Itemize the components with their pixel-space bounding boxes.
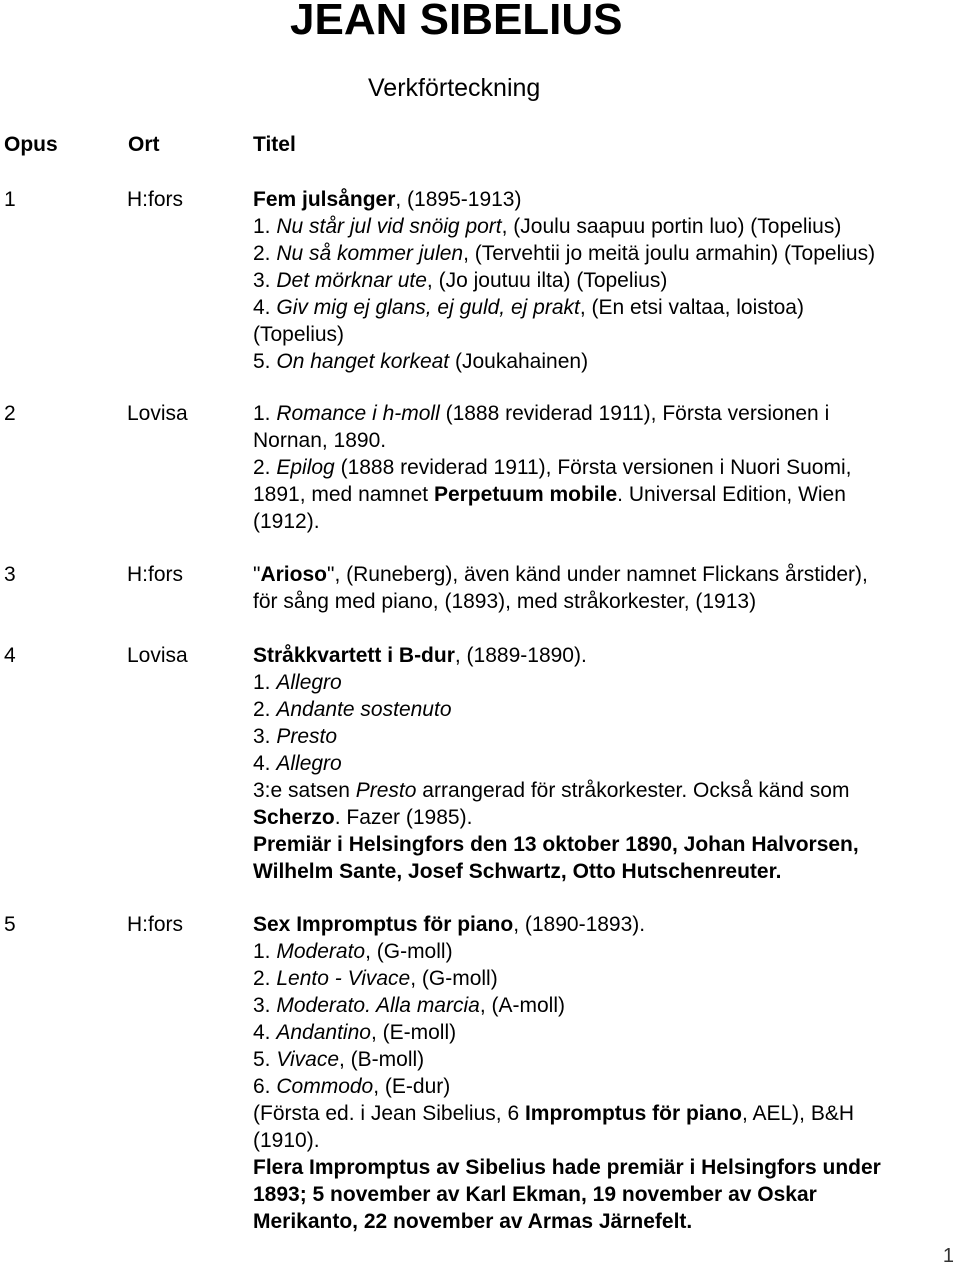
text-segment: (Joukahainen) [449,350,589,373]
italic-title: Romance i h-moll [276,402,440,425]
bold-text: Premiär i Helsingfors den 13 oktober 1890, Johan Halvorsen, [253,833,859,856]
work-description [253,186,953,375]
italic-title: Commodo [276,1075,374,1098]
text-segment: 2. [253,698,277,721]
column-header-ort: Ort [128,133,160,156]
text-segment: , (E-dur) [373,1075,451,1098]
text-segment: (1910). [253,1129,320,1152]
text-segment: , (E-moll) [370,1021,457,1044]
text-segment: 3. [253,994,277,1017]
description-line [253,294,953,321]
opus-number: 1 [4,188,16,211]
description-line [253,400,953,427]
text-segment: , (G-moll) [410,967,498,990]
bold-text: Fem julsånger [253,188,396,211]
description-line [253,696,953,723]
description-line [253,481,953,508]
description-line [253,804,953,831]
text-segment: 2. [253,967,277,990]
text-segment: 1. [253,215,277,238]
description-line [253,508,953,535]
bold-text: Stråkkvartett i B-dur [253,644,455,667]
text-segment: (1888 reviderad 1911), Första versionen i Nuori Suomi, [334,456,852,479]
italic-title: Allegro [276,752,342,775]
description-line [253,588,953,615]
italic-title: Det mörknar ute [276,269,427,292]
description-line [253,321,953,348]
description-line [253,858,953,885]
text-segment: 3. [253,269,277,292]
description-line [253,1154,953,1181]
description-line [253,348,953,375]
text-segment: , (1895-1913) [395,188,522,211]
bold-text: Merikanto, 22 november av Armas Järnefelt. [253,1210,693,1233]
text-segment: . Fazer (1985). [334,806,473,829]
text-segment: , (Tervehtii jo meitä joulu armahin) (Topelius) [463,242,876,265]
italic-title: Vivace [276,1048,340,1071]
italic-title: Moderato [276,940,366,963]
text-segment: 2. [253,456,277,479]
bold-text: Scherzo [253,806,335,829]
bold-text: Arioso [260,563,327,586]
description-line [253,561,953,588]
italic-title: Andantino [276,1021,371,1044]
text-segment: (1912). [253,510,320,533]
work-description [253,642,953,885]
text-segment: , (Joulu saapuu portin luo) (Topelius) [501,215,842,238]
description-line [253,642,953,669]
bold-text: 1893; 5 november av Karl Ekman, 19 november av Oskar [253,1183,817,1206]
text-segment: ", (Runeberg), även känd under namnet Flickans årstider), [326,563,868,586]
italic-title: Nu så kommer julen [276,242,464,265]
text-segment: " [253,563,261,586]
text-segment: (Första ed. i Jean Sibelius, 6 [253,1102,525,1125]
description-line [253,750,953,777]
text-segment: , (B-moll) [339,1048,425,1071]
text-segment: , (En etsi valtaa, loistoa) [579,296,804,319]
description-line [253,723,953,750]
text-segment: 1. [253,940,277,963]
italic-title: Lento - Vivace [276,967,411,990]
description-line [253,938,953,965]
bold-text: Wilhelm Sante, Josef Schwartz, Otto Hutschenreuter. [253,860,782,883]
description-line [253,427,953,454]
opus-number: 2 [4,402,16,425]
description-line [253,1208,953,1235]
opus-number: 4 [4,644,16,667]
bold-text: Sex Impromptus för piano [253,913,514,936]
document-subtitle: Verkförteckning [368,74,541,102]
bold-text: Impromptus för piano [524,1102,742,1125]
text-segment: 1891, med namnet [253,483,434,506]
text-segment: , (Jo joutuu ilta) (Topelius) [426,269,668,292]
text-segment: Nornan, 1890. [253,429,387,452]
place-name: H:fors [127,188,184,211]
description-line [253,454,953,481]
text-segment: 4. [253,296,277,319]
description-line [253,240,953,267]
italic-title: Epilog [276,456,335,479]
bold-text: Flera Impromptus av Sibelius hade premiär i Helsingfors under [253,1156,881,1179]
bold-text: Perpetuum mobile [433,483,618,506]
italic-title: On hanget korkeat [276,350,450,373]
text-segment: 5. [253,1048,277,1071]
text-segment: 4. [253,1021,277,1044]
text-segment: . Universal Edition, Wien [617,483,846,506]
work-description [253,911,953,1235]
document-title: JEAN SIBELIUS [290,0,623,44]
text-segment: , (1890-1893). [513,913,646,936]
description-line [253,831,953,858]
text-segment: (Topelius) [253,323,345,346]
text-segment: för sång med piano, (1893), med stråkorkester, (1913) [253,590,757,613]
column-header-titel: Titel [253,133,296,156]
italic-title: Presto [355,779,417,802]
place-name: Lovisa [127,644,188,667]
description-line [253,1181,953,1208]
opus-number: 5 [4,913,16,936]
description-line [253,992,953,1019]
place-name: Lovisa [127,402,188,425]
description-line [253,1100,953,1127]
text-segment: 5. [253,350,277,373]
description-line [253,1019,953,1046]
place-name: H:fors [127,563,184,586]
description-line [253,213,953,240]
column-header-opus: Opus [4,133,58,156]
text-segment: , (A-moll) [479,994,565,1017]
italic-title: Presto [276,725,338,748]
text-segment: 4. [253,752,277,775]
description-line [253,669,953,696]
text-segment: 6. [253,1075,277,1098]
text-segment: 1. [253,402,277,425]
text-segment: 2. [253,242,277,265]
text-segment: arrangerad för stråkorkester. Också känd som [416,779,850,802]
page-number: 1 [942,1245,954,1267]
work-description [253,561,953,615]
opus-number: 3 [4,563,16,586]
description-line [253,1073,953,1100]
italic-title: Andante sostenuto [276,698,452,721]
description-line [253,186,953,213]
italic-title: Moderato. Alla marcia [276,994,480,1017]
text-segment: , (G-moll) [365,940,453,963]
italic-title: Giv mig ej glans, ej guld, ej prakt [276,296,580,319]
description-line [253,777,953,804]
italic-title: Nu står jul vid snöig port [276,215,502,238]
text-segment: , (1889-1890). [454,644,587,667]
place-name: H:fors [127,913,184,936]
text-segment: 1. [253,671,277,694]
description-line [253,965,953,992]
text-segment: 3:e satsen [253,779,356,802]
italic-title: Allegro [276,671,342,694]
text-segment: 3. [253,725,277,748]
description-line [253,1127,953,1154]
description-line [253,911,953,938]
description-line [253,1046,953,1073]
work-description [253,400,953,535]
text-segment: , AEL), B&H [741,1102,855,1125]
description-line [253,267,953,294]
text-segment: (1888 reviderad 1911), Första versionen i [439,402,830,425]
